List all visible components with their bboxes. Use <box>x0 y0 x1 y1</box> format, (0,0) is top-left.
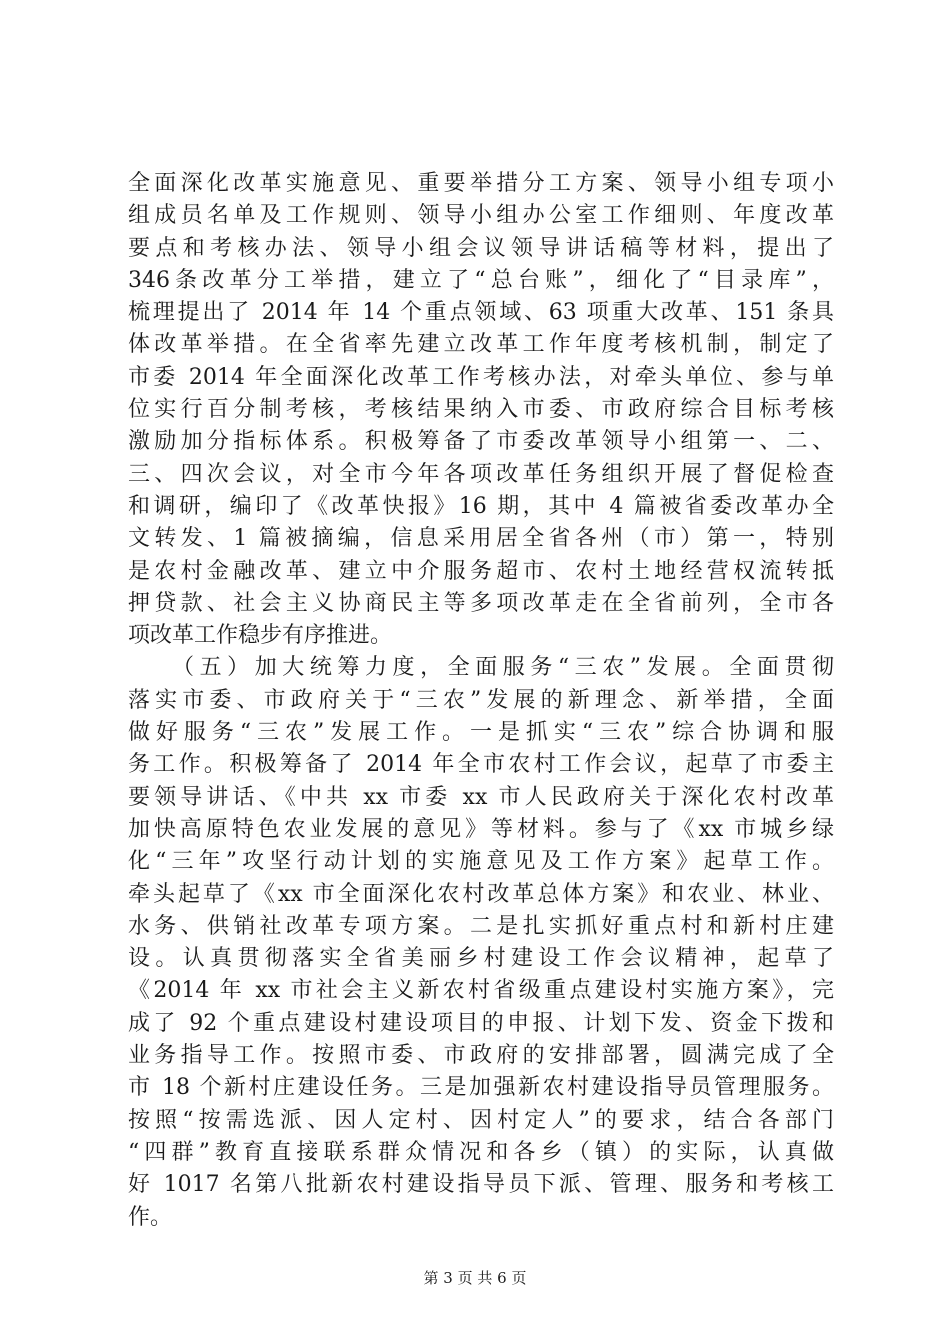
text-line: 牵头起草了《xx 市全面深化农村改革总体方案》和农业、林业、 <box>128 881 834 907</box>
text-line: 押贷款、社会主义协商民主等多项改革走在全省前列，全市各 <box>128 590 834 616</box>
text-line: 《2014 年 xx 市社会主义新农村省级重点建设村实施方案》，完 <box>128 978 834 1004</box>
text-line: 作。 <box>128 1204 173 1230</box>
text-line: 加快高原特色农业发展的意见》等材料。参与了《xx 市城乡绿 <box>128 816 834 842</box>
text-line: 落实市委、市政府关于“三农”发展的新理念、新举措，全面 <box>128 687 834 713</box>
text-line: 三、四次会议，对全市今年各项改革任务组织开展了督促检查 <box>128 461 834 487</box>
text-line: 要领导讲话、《中共 xx 市委 xx 市人民政府关于深化农村改革 <box>128 784 834 810</box>
body-text <box>128 168 834 1234</box>
text-line: 市 18 个新村庄建设任务。三是加强新农村建设指导员管理服务。 <box>128 1075 834 1101</box>
text-line: 水务、供销社改革专项方案。二是扎实抓好重点村和新村庄建 <box>128 913 834 939</box>
text-line: 激励加分指标体系。积极筹备了市委改革领导小组第一、二、 <box>128 429 834 455</box>
text-line: 体改革举措。在全省率先建立改革工作年度考核机制，制定了 <box>128 332 834 358</box>
text-line: 项改革工作稳步有序推进。 <box>128 623 393 649</box>
text-line: 业务指导工作。按照市委、市政府的安排部署，圆满完成了全 <box>128 1043 834 1069</box>
text-line: 梳理提出了 2014 年 14 个重点领域、63 项重大改革、151 条具 <box>128 300 834 326</box>
text-line: 化“三年”攻坚行动计划的实施意见及工作方案》起草工作。 <box>128 849 834 875</box>
text-line: 设。认真贯彻落实全省美丽乡村建设工作会议精神，起草了 <box>128 946 834 972</box>
text-line: 好 1017 名第八批新农村建设指导员下派、管理、服务和考核工 <box>128 1172 834 1198</box>
text-line: 组成员名单及工作规则、领导小组办公室工作细则、年度改革 <box>128 203 834 229</box>
text-line: 和调研，编印了《改革快报》16 期，其中 4 篇被省委改革办全 <box>128 493 834 519</box>
text-line: 要点和考核办法、领导小组会议领导讲话稿等材料，提出了 <box>128 235 834 261</box>
text-line: 做好服务“三农”发展工作。一是抓实“三农”综合协调和服 <box>128 720 834 746</box>
text-line: 务工作。积极筹备了 2014 年全市农村工作会议，起草了市委主 <box>128 752 834 778</box>
text-line: 市委 2014 年全面深化改革工作考核办法，对牵头单位、参与单 <box>128 364 834 390</box>
page-number-footer: 第 3 页 共 6 页 <box>423 1269 527 1287</box>
section-heading-line: （五）加大统筹力度，全面服务“三农”发展。全面贯彻 <box>172 655 834 681</box>
text-line: 是农村金融改革、建立中介服务超市、农村土地经营权流转抵 <box>128 558 834 584</box>
text-line: “四群”教育直接联系群众情况和各乡（镇）的实际，认真做 <box>128 1139 834 1165</box>
text-line: 文转发、1 篇被摘编，信息采用居全省各州（市）第一，特别 <box>128 526 834 552</box>
text-line: 按照“按需选派、因人定村、因村定人”的要求，结合各部门 <box>128 1107 834 1133</box>
text-line: 全面深化改革实施意见、重要举措分工方案、领导小组专项小 <box>128 171 834 196</box>
text-line: 位实行百分制考核，考核结果纳入市委、市政府综合目标考核 <box>128 397 834 423</box>
text-line: 成了 92 个重点建设村建设项目的申报、计划下发、资金下拨和 <box>128 1010 834 1036</box>
text-line: 346条改革分工举措，建立了“总台账”，细化了“目录库”， <box>128 267 834 293</box>
